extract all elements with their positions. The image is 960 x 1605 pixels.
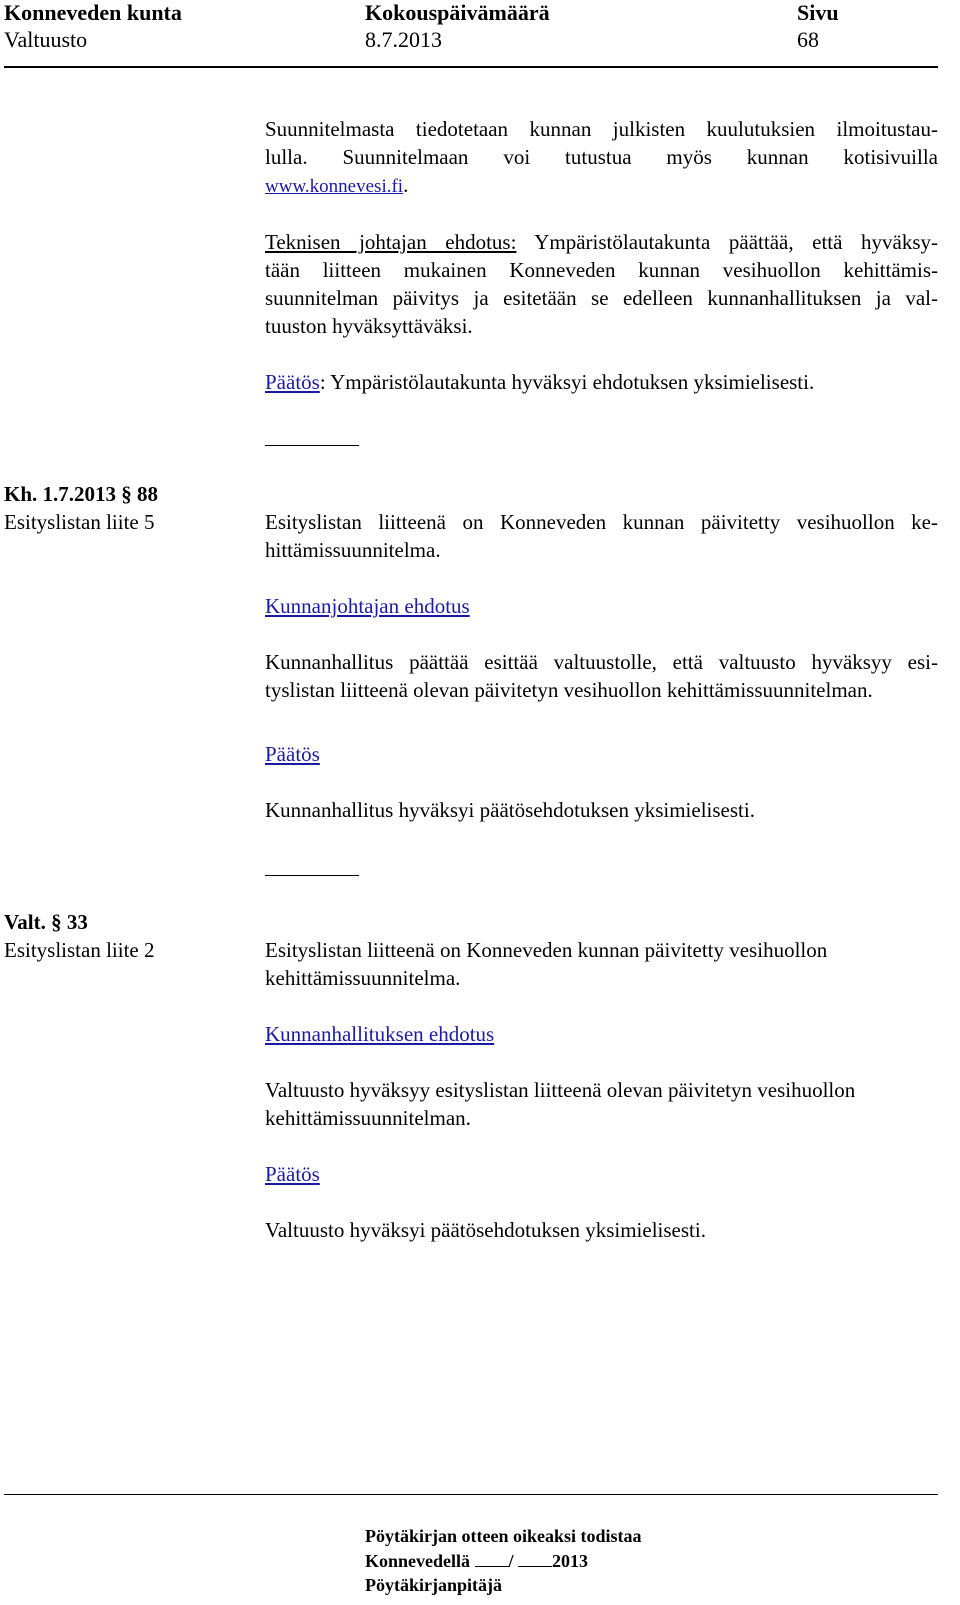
proposal-line: tuuston hyväksyttäväksi. (265, 314, 473, 338)
board-decision (265, 796, 938, 824)
page-label: Sivu (797, 0, 839, 25)
notice-paragraph (265, 115, 938, 201)
footer-divider (4, 1494, 938, 1495)
meeting-body: Valtuusto (4, 27, 88, 52)
section-separator (265, 445, 359, 446)
proposal-line: kehittämissuunnitelman. (265, 1106, 471, 1130)
board-reference (4, 480, 158, 508)
signer-title: Pöytäkirjanpitäjä (365, 1575, 502, 1595)
technical-director-proposal (265, 228, 938, 340)
section-number: 88 (137, 482, 159, 506)
council-decision-heading (265, 1160, 938, 1188)
decision-heading: Päätös (265, 1162, 320, 1186)
decision-text: Valtuusto hyväksyi päätösehdotuksen yksimielisesti. (265, 1218, 706, 1242)
section-sign: § (51, 910, 62, 934)
proposal-line: tyslistan liitteenä olevan päivitetyn vesihuollon kehittämissuunnitelman. (265, 678, 873, 702)
date-slash: / (508, 1551, 514, 1571)
proposal-line: Valtuusto hyväksyy esityslistan liitteenä olevan päivitetyn vesihuollon (265, 1078, 856, 1102)
section-sign: § (121, 482, 132, 506)
date-label: Kokouspäivämäärä (365, 0, 550, 25)
proposal-heading: Kunnanhallituksen ehdotus (265, 1022, 495, 1046)
proposal-line: tään liitteen mukainen Konneveden kunnan vesihuollon kehittämis- (265, 258, 938, 282)
page-number: 68 (797, 27, 819, 52)
website-line (265, 171, 938, 201)
section-number: 33 (66, 910, 88, 934)
environment-board-decision (265, 368, 938, 396)
attachment-line: Esityslistan liitteenä on Konneveden kunnan päivitetty vesihuollon (265, 938, 828, 962)
notice-line: Suunnitelmasta tiedotetaan kunnan julkisten kuulutuksien ilmoitustau- (265, 117, 938, 141)
board-proposal-heading (265, 1020, 938, 1048)
manager-proposal-heading (265, 592, 938, 620)
decision-text: : Ympäristölautakunta hyväksyi ehdotuksen yksimielisesti. (319, 370, 815, 394)
website-link-suffix: . (403, 173, 409, 197)
day-blank (475, 1548, 509, 1567)
notice-line: lulla. Suunnitelmaan voi tutustua myös kunnan kotisivuilla (265, 145, 938, 169)
board-attachment-text (265, 508, 938, 564)
certification-footer (365, 1524, 642, 1597)
council-decision (265, 1216, 938, 1244)
decision-heading: Päätös (265, 742, 320, 766)
proposal-line: Kunnanhallitus päättää esittää valtuustolle, että valtuusto hyväksyy esi- (265, 650, 938, 674)
council-reference (4, 908, 88, 936)
reference-prefix: Kh. 1.7.2013 (4, 482, 117, 506)
month-blank (518, 1548, 552, 1567)
header-divider (4, 66, 938, 68)
council-attachment-text (265, 936, 938, 992)
section-separator (265, 875, 359, 876)
board-decision-heading (265, 740, 938, 768)
organization-name: Konneveden kunta (4, 0, 182, 25)
manager-proposal (265, 648, 938, 704)
reference-prefix: Valt. (4, 910, 46, 934)
year: 2013 (552, 1551, 589, 1571)
certification-text: Pöytäkirjan otteen oikeaksi todistaa (365, 1526, 642, 1546)
proposal-line: suunnitelman päivitys ja esitetään se edelleen kunnanhallituksen ja val- (265, 286, 938, 310)
decision-label: Päätös (265, 370, 320, 394)
attachment-line: kehittämissuunnitelma. (265, 966, 461, 990)
page-header (0, 0, 960, 66)
proposal-first-text: Ympäristölautakunta päättää, että hyväksy- (516, 230, 938, 254)
attachment-label: Esityslistan liite 2 (4, 938, 155, 962)
website-link[interactable]: www.konnevesi.fi (265, 176, 404, 197)
proposal-line (265, 228, 938, 256)
board-proposal (265, 1076, 938, 1132)
place: Konnevedellä (365, 1551, 471, 1571)
proposal-label: Teknisen johtajan ehdotus: (265, 230, 517, 254)
proposal-heading: Kunnanjohtajan ehdotus (265, 594, 470, 618)
meeting-date: 8.7.2013 (365, 27, 442, 52)
place-date-line (365, 1548, 642, 1573)
decision-text: Kunnanhallitus hyväksyi päätösehdotuksen yksimielisesti. (265, 798, 755, 822)
attachment-label: Esityslistan liite 5 (4, 510, 155, 534)
attachment-line: Esityslistan liitteenä on Konneveden kunnan päivitetty vesihuollon ke- (265, 510, 938, 534)
attachment-line: hittämissuunnitelma. (265, 538, 441, 562)
decision-line (265, 368, 938, 396)
